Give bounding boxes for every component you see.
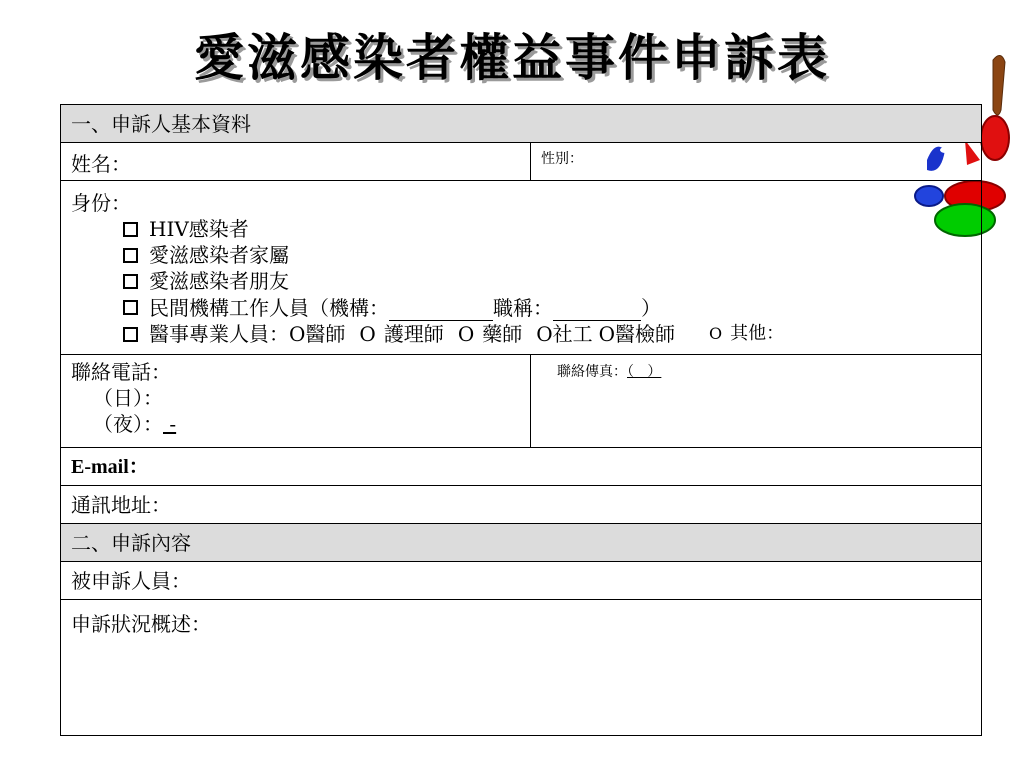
checkbox[interactable] bbox=[123, 300, 138, 315]
radio-marker[interactable]: O bbox=[457, 322, 475, 346]
identity-option-family[interactable] bbox=[123, 242, 971, 268]
option-label: 愛滋感染者家屬 bbox=[149, 243, 289, 267]
phone-night[interactable] bbox=[71, 411, 520, 437]
fax-field[interactable] bbox=[531, 355, 981, 447]
radio-marker[interactable]: O bbox=[536, 322, 553, 346]
checkbox[interactable] bbox=[123, 327, 138, 342]
identity-option-org-staff[interactable] bbox=[123, 294, 971, 321]
option-label: 愛滋感染者朋友 bbox=[149, 269, 289, 293]
phone-field[interactable] bbox=[61, 355, 531, 447]
name-gender-row bbox=[61, 143, 981, 181]
respondent-field[interactable]: 被申訴人員： bbox=[61, 562, 981, 600]
checkbox[interactable] bbox=[123, 222, 138, 237]
option-label: 醫事專業人員： bbox=[149, 322, 289, 346]
phone-night-value[interactable]: - bbox=[163, 412, 177, 436]
checkbox[interactable] bbox=[123, 274, 138, 289]
identity-options bbox=[123, 216, 971, 347]
phone-fax-row bbox=[61, 355, 981, 448]
checkbox[interactable] bbox=[123, 248, 138, 263]
identity-option-medical[interactable] bbox=[123, 321, 971, 347]
job-title-blank[interactable] bbox=[553, 294, 641, 321]
gender-field[interactable]: 性別： bbox=[541, 151, 583, 167]
option-label: HIV感染者 bbox=[149, 217, 249, 241]
option-label: 民間機構工作人員（機構： bbox=[149, 295, 389, 320]
page-title: 愛滋感染者權益事件申訴表 bbox=[194, 28, 830, 87]
org-blank[interactable] bbox=[389, 294, 493, 321]
role-lab-technician: 醫檢師 bbox=[615, 322, 676, 346]
identity-label: 身份： bbox=[71, 191, 131, 215]
radio-marker[interactable]: O bbox=[359, 322, 376, 346]
fax-label: 聯絡傳真： bbox=[557, 364, 627, 380]
radio-marker[interactable]: O bbox=[598, 322, 616, 346]
role-social-worker: 社工 bbox=[552, 322, 593, 346]
address-field[interactable]: 通訊地址： bbox=[61, 486, 981, 524]
fax-value[interactable]: （ ） bbox=[627, 364, 662, 380]
phone-label: 聯絡電話： bbox=[71, 360, 171, 384]
identity-option-hiv[interactable] bbox=[123, 216, 971, 242]
role-nurse: 護理師 bbox=[383, 322, 444, 346]
email-field[interactable]: E-mail： bbox=[61, 448, 981, 486]
option-suffix: ） bbox=[641, 295, 661, 320]
identity-row bbox=[61, 181, 981, 355]
identity-option-friend[interactable] bbox=[123, 268, 971, 294]
section-header-applicant: 一、申訴人基本資料 bbox=[61, 105, 981, 143]
section-header-complaint: 二、申訴內容 bbox=[61, 524, 981, 562]
radio-marker[interactable]: O bbox=[709, 324, 723, 343]
description-label: 申訴狀況概述： bbox=[71, 612, 211, 636]
role-pharmacist: 藥師 bbox=[482, 322, 523, 346]
phone-day[interactable]: （日）： bbox=[93, 386, 163, 410]
phone-night-label: （夜）： bbox=[93, 412, 163, 436]
role-other: 其他： bbox=[730, 323, 785, 344]
job-title-label: 職稱： bbox=[493, 295, 553, 320]
name-field[interactable]: 姓名： bbox=[61, 143, 531, 180]
radio-marker[interactable]: O bbox=[289, 322, 306, 346]
description-field[interactable] bbox=[61, 600, 981, 735]
complaint-form bbox=[60, 104, 982, 736]
role-doctor: 醫師 bbox=[305, 322, 346, 346]
